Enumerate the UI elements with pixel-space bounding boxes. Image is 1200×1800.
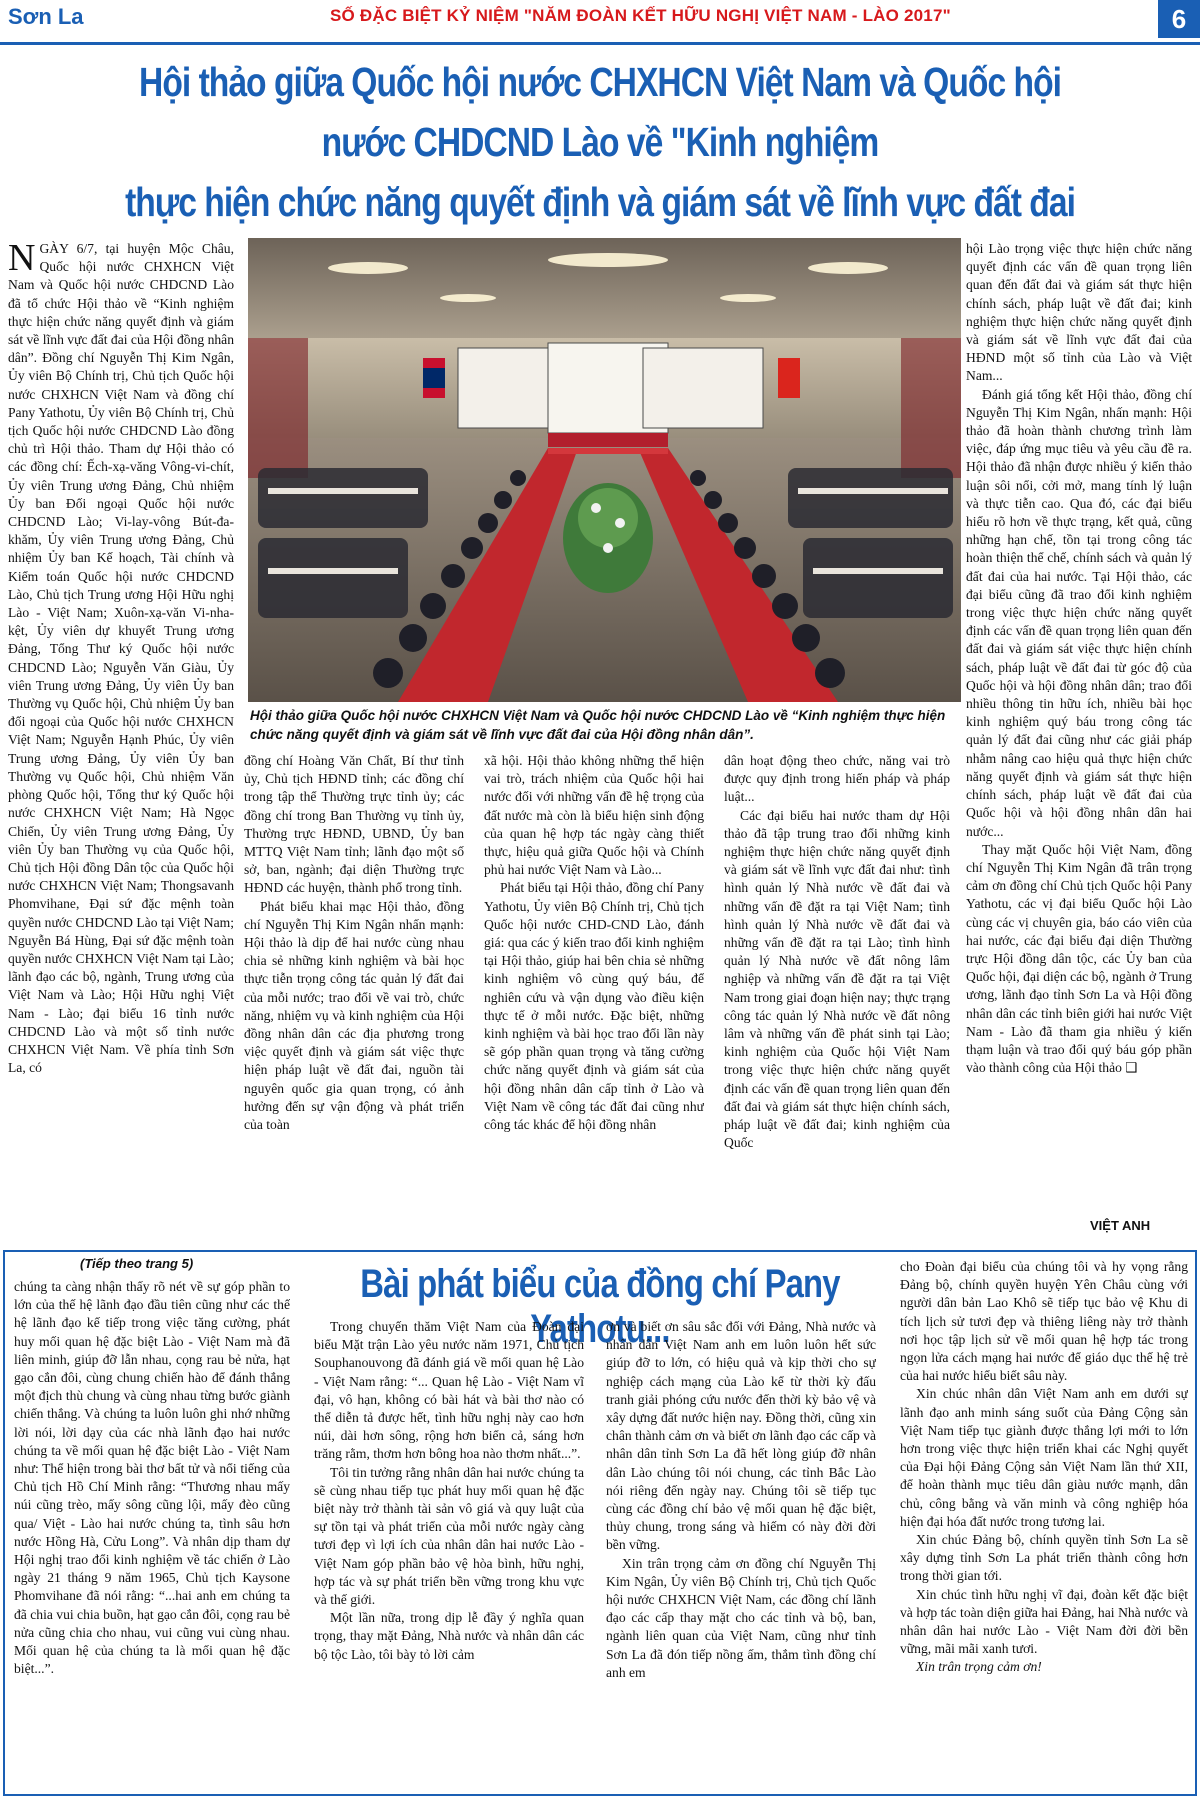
- article-paragraph: NGÀY 6/7, tại huyện Mộc Châu, Quốc hội nước CHXHCN Việt Nam và Quốc hội nước CHDCND Lào đã tổ chức Hội thảo về “Kinh nghiệm thực hiện chức năng quyết định và giám sát về lĩnh vực đất đai của Hội đồng nhân dân”. Đồng chí Nguyễn Thị Kim Ngân, Ủy viên Bộ Chính trị, Chủ tịch Quốc hội nước CHXHCN Việt Nam và đồng chí Pany Yathotu, Ủy viên Bộ Chính trị, Chủ tịch Quốc hội nước CHDCND Lào đồng chủ trì Hội thảo. Tham dự Hội thảo có các đồng chí: Ếch-xạ-văng Vông-vi-chít, Ủy viên Trung ương Đảng, Chủ nhiệm Ủy ban Đối ngoại Quốc hội nước CHDCND Lào; Vi-lay-vông Bút-đa-khăm, Ủy viên Trung ương Đảng, Chủ nhiệm Ủy ban Kế hoạch, Tài chính và Kiểm toán Quốc hội nước CHDCND Lào, Chủ tịch Trung ương Hội Hữu nghị Lào - Việt Nam; Xuôn-xạ-văn Vi-nha-kệt, Ủy viên dự khuyết Trung ương Đảng, Tổng Thư ký Quốc hội nước CHDCND Lào; Nguyễn Văn Giàu, Ủy viên Trung ương Đảng, Ủy viên Ủy ban Thường vụ Quốc hội, Chủ nhiệm Ủy ban đối ngoại của Quốc hội nước CHXHCN Việt Nam; Nguyễn Hạnh Phúc, Ủy viên Trung ương Đảng, Ủy viên Ủy ban Thường vụ Quốc hội, Chủ nhiệm Văn phòng Quốc hội, Tổng thư ký Quốc hội nước CHXHCN Việt Nam; Hà Ngọc Chiến, Ủy viên Trung ương Đảng, Ủy viên Ủy ban Thường vụ của Quốc hội, Chủ tịch Hội đồng Dân tộc của Quốc hội nước CHXHCN Việt Nam; Thongsavanh Phomvihane, Đại sứ đặc mệnh toàn quyền nước CHDCND Lào tại Việt Nam; Nguyễn Bá Hùng, Đại sứ đặc mệnh toàn quyền nước CHXHCN Việt Nam tại Lào; lãnh đạo các bộ, ngành, Trung ương của Việt Nam và Lào; Hội Hữu nghị Việt Nam - Lào; đại biểu 16 tỉnh nước CHDCND Lào và một số tỉnh nước CHXHCN Việt Nam. Về phía tỉnh Sơn La, có: [8, 240, 234, 1076]
- article-paragraph: đồng chí Hoàng Văn Chất, Bí thư tỉnh ủy, Chủ tịch HĐND tỉnh; các đồng chí trong tập thể Thường trực tỉnh ủy; các đồng chí trong Ban Thường vụ tỉnh ủy, Thường trực HĐND, UBND, Ủy ban MTTQ Việt Nam tỉnh; lãnh đạo một số sở, ban, ngành; đại diện Thường trực HĐND các huyện, thành phố trong tỉnh.: [244, 753, 464, 896]
- speech-paragraph: Xin chúc Đảng bộ, chính quyền tỉnh Sơn La sẽ xây dựng tỉnh Sơn La phát triển thành công hơn trong thời gian tới.: [900, 1532, 1188, 1584]
- article-column-3: [484, 752, 704, 1236]
- author-byline: VIỆT ANH: [1090, 1218, 1151, 1233]
- headline-line-2: thực hiện chức năng quyết định và giám sát về lĩnh vực đất đai: [125, 179, 1075, 225]
- conference-photo: [248, 238, 961, 702]
- speech-column-2: [314, 1318, 584, 1788]
- conference-hall-image: [248, 238, 961, 702]
- article-paragraph: Đánh giá tổng kết Hội thảo, đồng chí Nguyễn Thị Kim Ngân, nhấn mạnh: Hội thảo đã hoàn thành chương trình làm việc, đáp ứng mục tiêu và yêu cầu đề ra. Hội thảo đã nhận được nhiều ý kiến thảo luận sôi nổi, cởi mở, mang tính lý luận và thực tiễn cao. Qua đó, các đại biểu hiểu rõ hơn về thực trạng, kết quả, cũng những hạn chế, tồn tại trong công tác hoàn thiện thể chế, chính sách và quản lý đất đai của hai nước. Tại Hội thảo, các đại biểu cũng đã trao đổi kinh nghiệm trong việc thực hiện chức năng quyết định các vấn đề quan trọng liên quan đến đất đai và giám sát việc thực hiện chính sách, pháp luật về đất đai từ góc độ của Quốc hội và hội đồng nhân dân; trao đổi nhiều thông tin hữu ích, nhiều bài học kinh nghiệm quý báu trong công tác quản lý đất đai cũng như các giải pháp nhằm nâng cao hiệu quả thực hiện chức năng quyết định và giám sát thực hiện chính sách, pháp luật về đất đai của Quốc hội và hội đồng nhân dân hai nước...: [966, 386, 1192, 839]
- photo-caption: Hội thảo giữa Quốc hội nước CHXHCN Việt Nam và Quốc hội nước CHDCND Lào về “Kinh nghiệm thực hiện chức năng quyết định và giám sát về lĩnh vực đất đai của Hội đồng nhân dân”.: [250, 708, 946, 742]
- header-rule: [0, 42, 1200, 45]
- article-paragraph: Thay mặt Quốc hội Việt Nam, đồng chí Nguyễn Thị Kim Ngân đã trân trọng cảm ơn đồng chí Chủ tịch Quốc hội Pany Yathotu, các vị đại biểu Quốc hội Lào cùng các vị chuyên gia, báo cáo viên của hai nước, các đại biểu đại diện Thường trực Hội đồng dân tộc, các Ủy ban của Quốc hội, đại diện các bộ, ngành ở Trung ương, lãnh đạo tỉnh Sơn La và Hội đồng nhân dân các tỉnh biên giới hai nước Việt Nam - Lào đã tham gia nhiều ý kiến thạm luận và trao đổi quý báu góp phần vào thành công của Hội thảo ❑: [966, 841, 1192, 1076]
- speech-paragraph: Một lần nữa, trong dịp lễ đầy ý nghĩa quan trọng, thay mặt Đảng, Nhà nước và nhân dân các bộ tộc Lào, tôi bày tỏ lời cảm: [314, 1610, 584, 1662]
- speech-paragraph: Tôi tin tưởng rằng nhân dân hai nước chúng ta sẽ cùng nhau tiếp tục phát huy mối quan hệ đặc biệt này trở thành tài sản vô giá và quy luật của sự tồn tại và phát triển của mỗi nước ngày càng tươi đẹp vì lợi ích của nhân dân hai nước Lào - Việt Nam góp phần bảo vệ hòa bình, hữu nghị, hợp tác và sự phát triển bền vững trong khu vực và thế giới.: [314, 1464, 584, 1608]
- page-header: [0, 0, 1200, 40]
- speech-paragraph: Xin trân trọng cảm ơn đồng chí Nguyễn Thị Kim Ngân, Ủy viên Bộ Chính trị, Chủ tịch Quốc hội nước CHXHCN Việt Nam, các đồng chí lãnh đạo các cấp thay mặt cho các tỉnh và bộ, ban, ngành liên quan của Việt Nam, cũng như tỉnh Sơn La đã đón tiếp nồng ấm, thắm tình đồng chí anh em: [606, 1555, 876, 1680]
- speech-paragraph: cho Đoàn đại biểu của chúng tôi và hy vọng rằng Đảng bộ, chính quyền huyện Yên Châu cùng với người dân bản Lao Khô sẽ tiếp tục bảo vệ Khu di tích lịch sử tươi đẹp và thiêng liêng này trở thành nơi học tập lịch sử về mối quan hệ hợp tác trong ngọn lửa cách mạng hai nước để giáo dục thế hệ trẻ của hai nước hiểu biết sâu này.: [900, 1259, 1188, 1384]
- speech-paragraph: Xin chúc tình hữu nghị vĩ đại, đoàn kết đặc biệt và hợp tác toàn diện giữa hai Đảng, hai Nhà nước và nhân dân hai nước Lào - Việt Nam đời đời bền vững, mãi mãi xanh tươi.: [900, 1586, 1188, 1657]
- article-paragraph: Phát biểu khai mạc Hội thảo, đồng chí Nguyễn Thị Kim Ngân nhấn mạnh: Hội thảo là dịp để hai nước cùng nhau chia sẻ những kinh nghiệm và bài học thực tiễn trọng công tác quản lý đất đai của mỗi nước; trao đổi về vai trò, chức năng, nhiệm vụ và kinh nghiệm của Hội đồng nhân dân các địa phương trong việc quyết định và giám sát việc thực hiện pháp luật về đất đai, nguồn tài nguyên quốc gia quan trọng, có ảnh hưởng đến sự vận động và phát triển của toàn: [244, 898, 464, 1133]
- edition-banner: SỐ ĐẶC BIỆT KỶ NIỆM "NĂM ĐOÀN KẾT HỮU NGHỊ VIỆT NAM - LÀO 2017": [330, 6, 951, 25]
- speech-paragraph: Xin chúc nhân dân Việt Nam anh em dưới sự lãnh đạo anh minh sáng suốt của Đảng Cộng sản Việt Nam tiếp tục giành được thắng lợi mới to lớn hơn trong việc thực hiện triển khai các Nghị quyết của Đại hội Đảng Cộng sản Việt Nam lần thứ XII, để hoàn thành mục tiêu dân giàu nước mạnh, dân chủ, công bằng và văn minh và công nghiệp hóa hiện đại hóa đất nước trong tương lai.: [900, 1386, 1188, 1529]
- article-paragraph: hội Lào trọng việc thực hiện chức năng quyết định các vấn đề quan trọng liên quan đến đất đai và giám sát thực hiện chính sách, pháp luật về đất đai; kinh nghiệm thực hiện chức năng quyết định và giám sát về lĩnh vực đất đai của HĐND một số tỉnh của Lào và Việt Nam...: [966, 241, 1192, 384]
- continued-label: (Tiếp theo trang 5): [80, 1256, 194, 1271]
- speech-column-1: [14, 1278, 290, 1788]
- speech-column-3: [606, 1318, 876, 1788]
- article-column-1: [8, 240, 234, 1240]
- speech-paragraph: Trong chuyến thăm Việt Nam của Đoàn đại biểu Mặt trận Lào yêu nước năm 1971, Chủ tịch Souphanouvong đã đánh giá về mối quan hệ Lào - Việt Nam rằng: “... Quan hệ Lào - Việt Nam vĩ đại, vô hạn, không có bài hát và bài thơ nào có thể diễn tả được hết, tình hữu nghị này cao hơn núi, dài hơn sông, rộng hơn biển cả, sáng hơn trăng rằm, thơm hơn bông hoa nào thơm nhất...”.: [314, 1319, 584, 1462]
- article-paragraph: Phát biểu tại Hội thảo, đồng chí Pany Yathotu, Ủy viên Bộ Chính trị, Chủ tịch Quốc hội nước CHD-CND Lào, đánh giá: qua các ý kiến trao đổi kinh nghiệm tại Hội thảo, giúp hai bên chia sẻ những kinh nghiệm vô cùng quý báu, để nghiên cứu và vận dụng vào điều kiện thực tế ở mỗi nước. Đặc biệt, những kinh nghiệm và bài học trao đổi lần này sẽ góp phần quan trọng và tăng cường chức năng quyết định và giám sát của hội đồng nhân dân cấp tỉnh ở Lào và Việt Nam về công tác đất đai cũng như công tác khác để hội đồng nhân: [484, 880, 704, 1133]
- article-paragraph: xã hội. Hội thảo không những thể hiện vai trò, trách nhiệm của Quốc hội hai nước đối với những vấn đề hệ trọng của đất nước mà còn là biểu hiện sinh động của quan hệ hợp tác ngày càng thiết thực, hiệu quả giữa Quốc hội và Chính phủ hai nước Việt Nam và Lào...: [484, 753, 704, 878]
- speech-paragraph: chúng ta càng nhận thấy rõ nét về sự góp phần to lớn của thế hệ lãnh đạo đầu tiên cũng như các thế hệ lãnh đạo kế tiếp trong việc tăng cường, phát huy mối quan hệ đặc biệt Lào - Việt Nam mà đã liên minh, giúp đỡ lẫn nhau, cọng rau bẻ nửa, hạt gạo cắn đôi, cùng chung chiến hào để đánh thắng một địch thù chung và cùng nhau từng bước giành chiến thắng. Và chúng ta luôn luôn ghi nhớ những lời nói, lời dạy của các nhà lãnh đạo hai nước chúng ta về mối quan hệ đặc biệt Lào - Việt Nam như: Thể hiện trong bài thơ bất tử và nổi tiếng của Chủ tịch Hồ Chí Minh rằng: “Thương nhau mấy núi cũng trèo, mấy sông cũng lội, mấy đèo cũng qua/ Việt - Lào hai nước chúng ta, tình sâu hơn nước Hồng Hà, Cửu Long”. Và nhân dịp tham dự Hội nghị trao đổi kinh nghiệm về tác chiến ở Lào ngày 21 tháng 9 năm 1965, Chủ tịch Kaysone Phomvihane đã nói rằng: “...hai anh em chúng ta đã chia vui chia buồn, hạt gạo cắn đôi, cọng rau bẻ nửa cũng chia cho nhau, vui cũng vui cùng nhau. Mối quan hệ của chúng ta là mối quan hệ đặc biệt...”.: [14, 1279, 290, 1677]
- article-paragraph: Các đại biểu hai nước tham dự Hội thảo đã tập trung trao đổi những kinh nghiệm thực hiện chức năng quyết định và giám sát về lĩnh vực đất đai như: tình hình quản lý Nhà nước về đất đai và những vấn đề đặt ra tại Việt Nam; tình hình quản lý Nhà nước về đất đai và những vấn đề đặt ra tại Lào; tình hình quản lý Nhà nước về đất nông lâm nghiệp và những vấn đề đặt ra tại Việt Nam trong giai đoạn hiện nay; thực trạng công tác quản lý Nhà nước về đất nông lâm và những vấn đề phát sinh tại Lào; kinh nghiệm của Quốc hội Việt Nam trong việc thực hiện chức năng quyết định các vấn đề quan trọng liên quan đến đất đai và giám sát thực hiện chính sách, pháp luật về đất đai; kinh nghiệm của Quốc: [724, 807, 950, 1151]
- article-column-5: [966, 240, 1192, 1216]
- section-name: Sơn La: [8, 4, 84, 29]
- drop-cap: N: [8, 240, 36, 279]
- article-column-4: [724, 752, 950, 1236]
- headline-line-1: Hội thảo giữa Quốc hội nước CHXHCN Việt Nam và Quốc hội nước CHDCND Lào về "Kinh nghiệm: [139, 59, 1061, 165]
- page-number: 6: [1158, 0, 1200, 38]
- article-paragraph: dân hoạt động theo chức, năng vai trò được quy định trong hiến pháp và pháp luật...: [724, 753, 950, 805]
- speech-paragraph: ơn và biết ơn sâu sắc đối với Đảng, Nhà nước và nhân dân Việt Nam anh em luôn luôn hết sức giúp đỡ to lớn, có hiệu quả và kịp thời cho sự nghiệp cách mạng của Lào kể từ thời kỳ đấu tranh giải phóng cứu nước đến thời kỳ bảo vệ và xây dựng đất nước hiện nay. Đồng thời, cũng xin chân thành cảm ơn và biết ơn lãnh đạo các cấp và nhân dân tỉnh Sơn La đã hết lòng giúp đỡ nhân dân Lào chúng tôi nói chung, các tỉnh Bắc Lào nói riêng đến ngày nay. Chúng tôi sẽ tiếp tục cùng các đồng chí bảo vệ mối quan hệ đặc biệt, thủy chung, trong sáng và hiếm có này đời đời bền vững.: [606, 1319, 876, 1553]
- article-column-2: [244, 752, 464, 1236]
- speech-title: Bài phát biểu của đồng chí Pany Yathotu...: [360, 1262, 840, 1351]
- speech-column-4: [900, 1258, 1188, 1788]
- speech-sign-off: Xin trân trọng cảm ơn!: [916, 1659, 1042, 1675]
